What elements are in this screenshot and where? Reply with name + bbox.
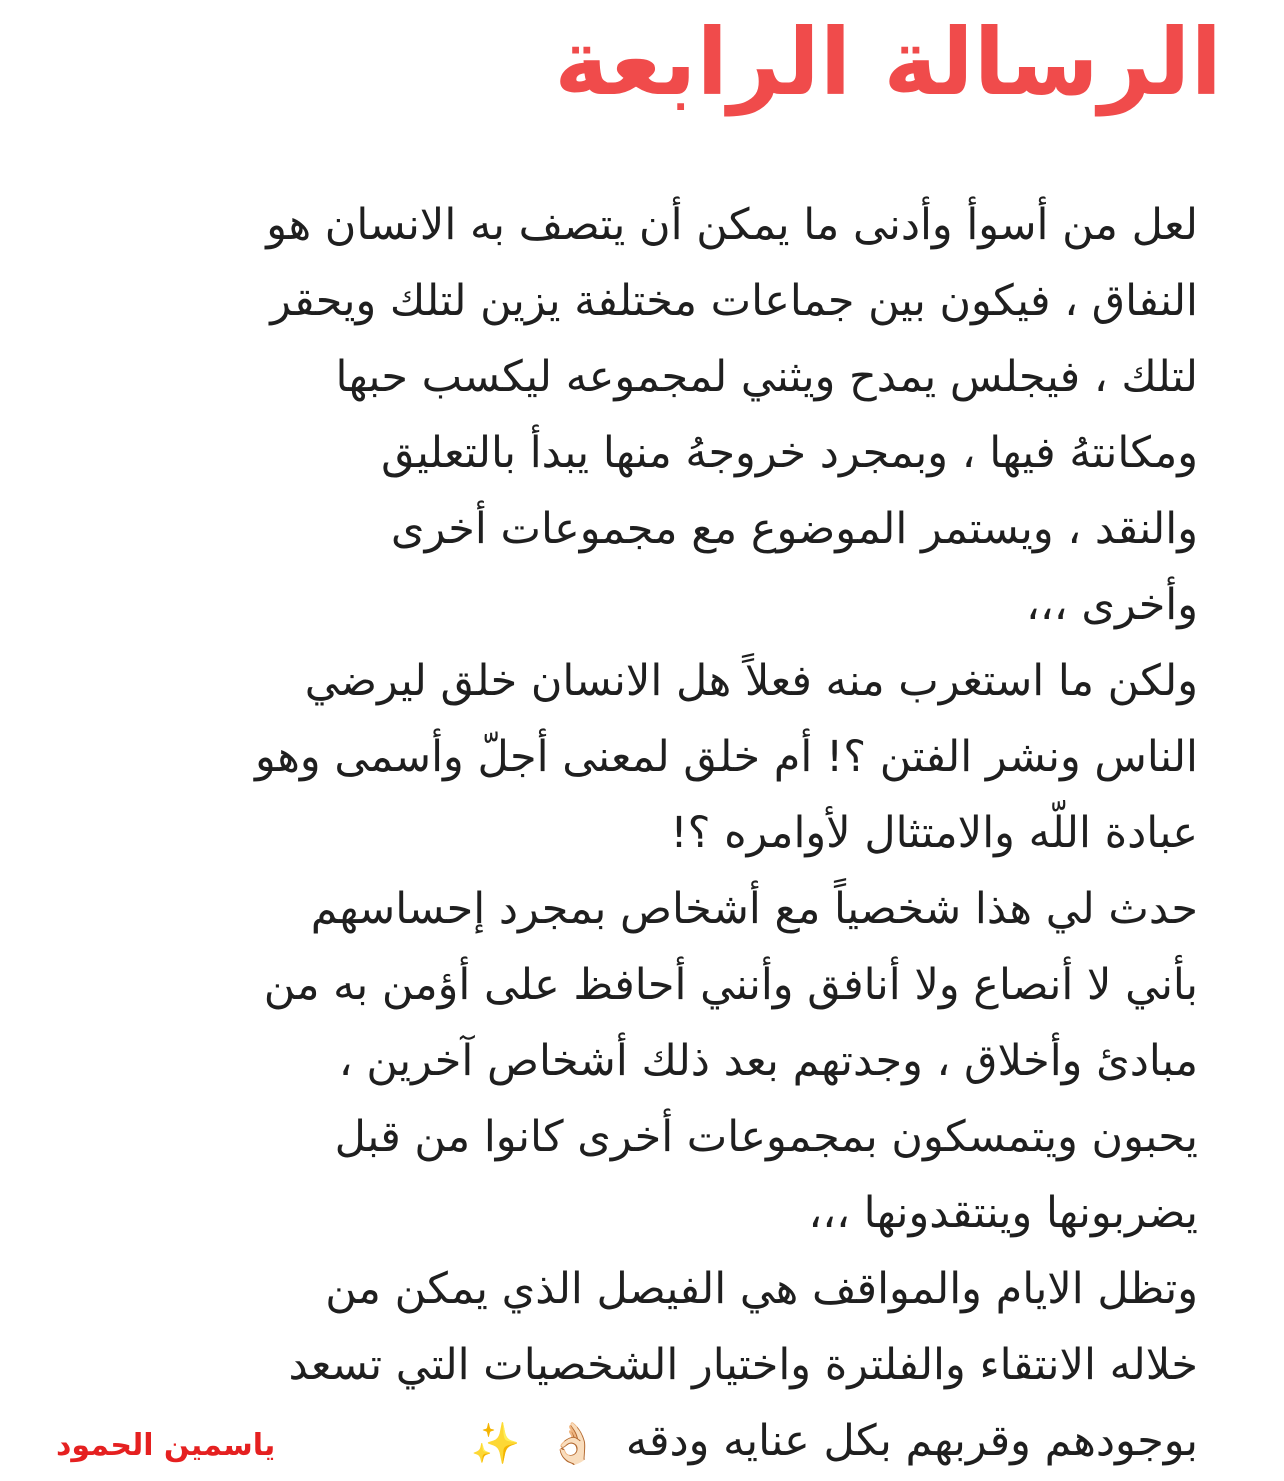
author-signature: ياسمين الحمود <box>56 1428 276 1463</box>
sparkles-icon: ✨ <box>470 1420 521 1467</box>
text-line: يحبون ويتمسكون بمجموعات أخرى كانوا من قبل <box>334 1112 1198 1162</box>
text-line: ولكن ما استغرب منه فعلاً هل الانسان خلق ليرضي <box>304 656 1198 706</box>
text-line: الناس ونشر الفتن ؟! أم خلق لمعنى أجلّ وأسمى وهو <box>255 732 1198 782</box>
text-line: النفاق ، فيكون بين جماعات مختلفة يزين لتلك ويحقر <box>270 276 1198 326</box>
last-line-text: بوجودهم وقربهم بكل عنايه ودقه <box>625 1416 1198 1466</box>
ok-hand-icon: 👌🏻 <box>548 1420 599 1467</box>
text-line: وأخرى ،،، <box>1026 580 1198 630</box>
text-line: عبادة اللّه والامتثال لأوامره ؟! <box>670 808 1198 858</box>
text-line: حدث لي هذا شخصياً مع أشخاص بمجرد إحساسهم <box>310 884 1198 934</box>
text-line: ومكانتهُ فيها ، وبمجرد خروجهُ منها يبدأ بالتعليق <box>381 428 1198 478</box>
text-line: وتظل الايام والمواقف هي الفيصل الذي يمكن من <box>325 1264 1198 1314</box>
text-line: بأني لا أنصاع ولا أنافق وأنني أحافظ على أؤمن به من <box>263 960 1198 1010</box>
text-line: مبادئ وأخلاق ، وجدتهم بعد ذلك أشخاص آخرين ، <box>338 1036 1198 1086</box>
text-line: والنقد ، ويستمر الموضوع مع مجموعات أخرى <box>390 504 1198 554</box>
letter-body <box>88 187 1198 1479</box>
page-title: الرسالة الرابعة <box>554 9 1222 116</box>
text-line: لعل من أسوأ وأدنى ما يمكن أن يتصف به الانسان هو <box>266 200 1198 250</box>
text-line: خلاله الانتقاء والفلترة واختيار الشخصيات التي تسعد <box>288 1340 1198 1390</box>
text-line: لتلك ، فيجلس يمدح ويثني لمجموعه ليكسب حبها <box>335 352 1198 402</box>
text-line: يضربونها وينتقدونها ،،، <box>808 1188 1198 1238</box>
